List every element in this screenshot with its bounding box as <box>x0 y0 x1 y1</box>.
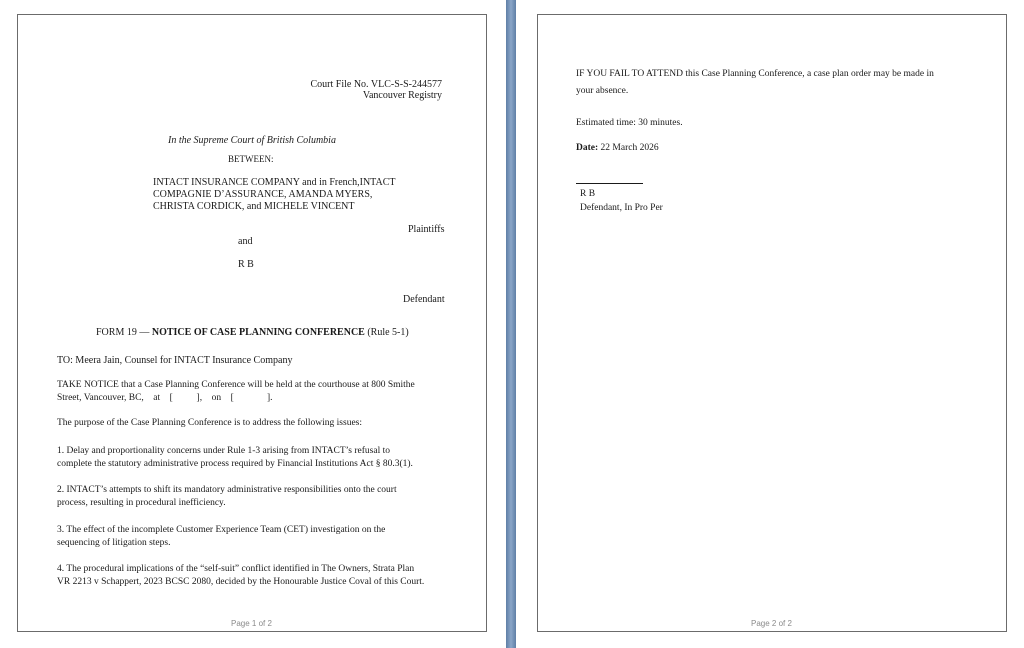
issue-1-line-2: complete the statutory administrative process required by Financial Institutions Act § 80.3(1). <box>57 459 413 469</box>
issue-2-line-2: process, resulting in procedural inefficiency. <box>57 498 226 508</box>
plaintiffs-line-1: INTACT INSURANCE COMPANY and in French,INTACT <box>153 177 396 188</box>
date-value: 22 March 2026 <box>598 143 659 153</box>
plaintiffs-line-3: CHRISTA CORDICK, and MICHELE VINCENT <box>153 201 355 212</box>
signature-line <box>576 183 643 184</box>
court-name: In the Supreme Court of British Columbia <box>168 135 336 146</box>
court-file-number: Court File No. VLC-S-S-244577 <box>310 79 442 90</box>
issue-4-line-2: VR 2213 v Schappert, 2023 BCSC 2080, decided by the Honourable Justice Coval of this Court. <box>57 577 425 587</box>
form-title-prefix: FORM 19 — <box>96 327 152 338</box>
signer-name: R B <box>580 189 596 199</box>
page-gutter <box>506 0 516 648</box>
date-label: Date: <box>576 143 599 153</box>
date-line <box>576 142 659 155</box>
between-label: BETWEEN: <box>228 154 274 164</box>
issue-3-line-1: 3. The effect of the incomplete Customer Experience Team (CET) investigation on the <box>57 525 386 535</box>
page-footer-2: Page 2 of 2 <box>751 619 792 628</box>
form-title-suffix: (Rule 5-1) <box>364 327 409 338</box>
fail-to-attend-line-1: IF YOU FAIL TO ATTEND this Case Planning Conference, a case plan order may be made in <box>576 69 934 79</box>
form-title <box>96 326 409 339</box>
notice-line-2: Street, Vancouver, BC, at [ ], on [ ]. <box>57 393 273 403</box>
purpose-line: The purpose of the Case Planning Conference is to address the following issues: <box>57 418 362 428</box>
issue-4-line-1: 4. The procedural implications of the “self-suit” conflict identified in The Owners, Strata Plan <box>57 564 415 574</box>
issue-3-line-2: sequencing of litigation steps. <box>57 538 171 548</box>
to-line: TO: Meera Jain, Counsel for INTACT Insurance Company <box>57 355 293 366</box>
document-page-2 <box>537 14 1007 632</box>
form-title-main: NOTICE OF CASE PLANNING CONFERENCE <box>151 327 365 338</box>
plaintiffs-label: Plaintiffs <box>408 224 445 235</box>
plaintiffs-line-2: COMPAGNIE D’ASSURANCE, AMANDA MYERS, <box>153 189 373 200</box>
fail-to-attend-line-2: your absence. <box>576 86 629 96</box>
defendant-label: Defendant <box>403 294 445 305</box>
document-page-1 <box>17 14 487 632</box>
signer-title: Defendant, In Pro Per <box>580 203 663 213</box>
defendant-name: R B <box>238 259 254 270</box>
estimated-time: Estimated time: 30 minutes. <box>576 118 683 128</box>
notice-line-1: TAKE NOTICE that a Case Planning Conference will be held at the courthouse at 800 Smithe <box>57 380 415 390</box>
registry: Vancouver Registry <box>362 90 442 101</box>
page-footer-1: Page 1 of 2 <box>231 619 272 628</box>
issue-1-line-1: 1. Delay and proportionality concerns under Rule 1-3 arising from INTACT’s refusal to <box>57 446 390 456</box>
and-label: and <box>238 236 253 247</box>
issue-2-line-1: 2. INTACT’s attempts to shift its mandatory administrative responsibilities onto the court <box>57 485 397 495</box>
